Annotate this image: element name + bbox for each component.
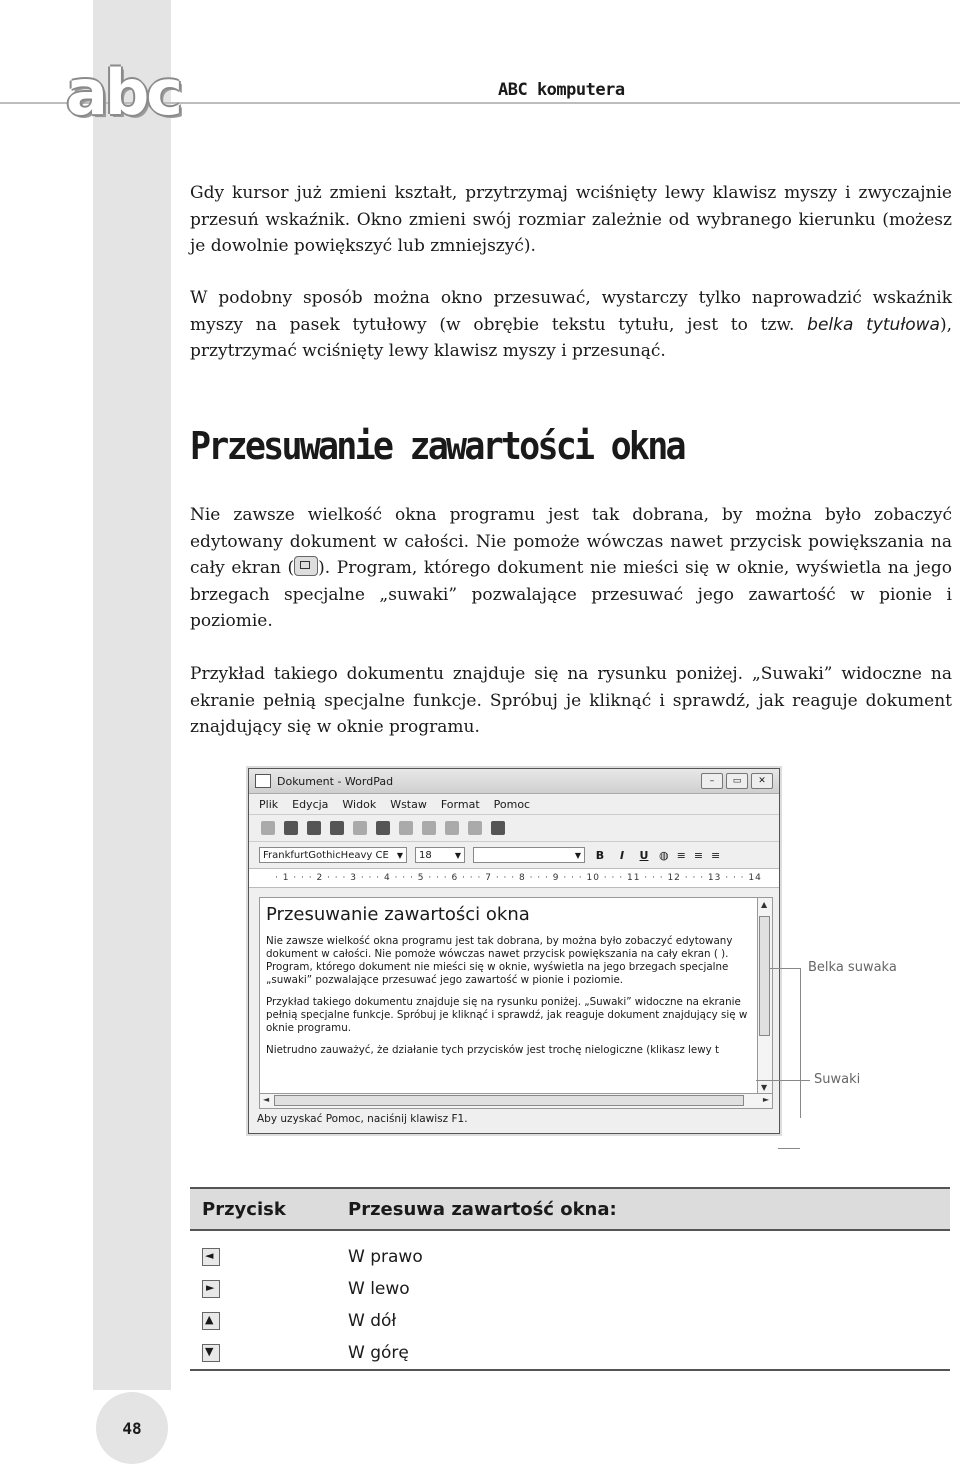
wordpad-icon [255,774,271,788]
italic-button[interactable]: I [619,848,625,862]
scroll-up-arrow-icon [202,1312,220,1330]
preview-icon[interactable] [353,821,367,835]
save-icon[interactable] [307,821,321,835]
horizontal-scroll-thumb[interactable] [274,1095,744,1106]
wordpad-window [248,768,780,1134]
underline-button[interactable]: U [639,848,649,862]
callout-line [770,968,800,969]
chevron-down-icon: ▼ [396,850,403,860]
minimize-icon[interactable]: – [701,773,723,789]
scroll-right-arrow-icon[interactable]: ► [762,1095,769,1104]
undo-icon[interactable] [468,821,482,835]
glyph: ► [206,1281,215,1294]
paragraph-3 [190,502,952,635]
scroll-left-arrow-icon[interactable]: ◄ [263,1095,270,1104]
table-header-row [190,1188,950,1230]
title-bar[interactable] [249,769,779,794]
paragraph-2 [190,285,952,365]
scroll-down-arrow-icon [202,1344,220,1362]
doc-paragraph: Przykład takiego dokumentu znajduje się na rysunku poniżej. „Suwaki” widoczne na ekranie pełnią specjalne funkcje. Spróbuj je kliknąć i sprawdź, jak reaguje dokument znajdujący się w oknie programu. [266,996,748,1034]
close-icon[interactable]: ✕ [751,773,773,789]
new-icon[interactable] [261,821,275,835]
align-left-icon[interactable]: ≡ [676,848,686,862]
cut-icon[interactable] [399,821,413,835]
menu-edycja[interactable]: Edycja [292,797,329,811]
toolbar [249,814,779,841]
text: Nie zawsze wielkość okna programu jest tak dobrana, by można było zobaczyć edytowany dokument w całości. Nie pomoże wówczas nawet przycisk powiększania na cały ekran ( [190,505,952,578]
table-row [190,1337,950,1370]
ruler: · 1 · · · 2 · · · 3 · · · 4 · · · 5 · · · 6 · · · 7 · · · 8 · · · 9 · · · 10 · · · 11 · · · 12 · · · 13 · · · 14 [249,868,779,888]
print-icon[interactable] [330,821,344,835]
callout-belka-suwaka: Belka suwaka [808,960,897,975]
size-select[interactable] [415,847,465,863]
doc-paragraph: Nietrudno zauważyć, że działanie tych przycisków jest trochę nielogiczne (klikasz lewy t [266,1044,720,1056]
open-icon[interactable] [284,821,298,835]
page-number: 48 [96,1392,168,1464]
text: ), przytrzymać wciśnięty lewy klawisz myszy i przesunąć. [190,314,952,361]
glyph: ▼ [205,1345,214,1358]
text: ). Program, którego dokument nie mieści się w oknie, wyświetla na jego brzegach specjalne „suwaki” pozwalające przesuwać jego zawartość w pionie i poziomie. [190,558,952,631]
callout-line [778,1148,800,1149]
table-cell: W górę [336,1337,950,1370]
table-cell [190,1230,336,1273]
table-row [190,1273,950,1305]
callout-line [800,1080,810,1081]
maximize-icon[interactable]: ▭ [726,773,748,789]
doc-heading: Przesuwanie zawartości okna [266,904,530,925]
table-cell: W dół [348,1311,397,1331]
table-cell [190,1305,336,1337]
menu-bar [249,794,779,814]
table-row [190,1230,950,1273]
menu-plik[interactable]: Plik [259,797,279,811]
color-icon[interactable]: ◍ [659,848,669,862]
scroll-right-arrow-icon [202,1280,220,1298]
table-cell [190,1273,336,1305]
table-row [190,1305,950,1337]
bold-button[interactable]: B [595,848,605,862]
table-cell: W prawo [348,1247,423,1267]
vertical-scroll-thumb[interactable] [759,916,770,1036]
glyph: ▲ [205,1313,214,1326]
callout-suwaki: Suwaki [814,1072,861,1087]
table-cell [190,1337,336,1370]
horizontal-scrollbar[interactable] [259,1093,773,1109]
align-right-icon[interactable]: ≡ [711,848,721,862]
paragraph-1: Gdy kursor już zmieni kształt, przytrzymaj wciśnięty lewy klawisz myszy i zwyczajnie przesuń wskaźnik. Okno zmieni swój rozmiar zależnie od wybranego kierunku (możesz je dowolnie powiększyć lub zmniejszyć). [190,183,952,256]
callout-line [756,1080,800,1081]
status-bar: Aby uzyskać Pomoc, naciśnij klawisz F1. [257,1113,468,1125]
glyph: ◄ [205,1249,214,1262]
paragraph-4: Przykład takiego dokumentu znajduje się na rysunku poniżej. „Suwaki” widoczne na ekranie pełnią specjalne funkcje. Spróbuj je kliknąć i sprawdź, jak reaguje dokument znajdujący się w oknie programu. [190,664,952,737]
col-przycisk: Przycisk [190,1188,336,1230]
maximize-icon [294,556,318,576]
paste-icon[interactable] [445,821,459,835]
callout-line [800,968,801,1118]
col-przesuwa: Przesuwa zawartość okna: [336,1188,950,1230]
scroll-buttons-table [190,1187,950,1371]
find-icon[interactable] [376,821,390,835]
chevron-down-icon: ▼ [454,850,461,860]
doc-paragraph: Nie zawsze wielkość okna programu jest tak dobrana, by można było zobaczyć edytowany dokument w całości. Nie pomoże wówczas nawet przycisk powiększania na cały ekran ( ). Program, którego dokument nie mieści się w oknie, wyświetla na jego brzegach specjalne „suwaki” pozwalające przesuwać jego zawartość w pionie i poziomie. [266,935,733,986]
script-select[interactable] [473,847,585,863]
vertical-scrollbar[interactable] [757,897,773,1095]
document-area[interactable] [259,897,759,1095]
font-select[interactable] [259,847,407,863]
menu-wstaw[interactable]: Wstaw [390,797,427,811]
menu-pomoc[interactable]: Pomoc [493,797,531,811]
section-heading: Przesuwanie zawartości okna [190,424,684,468]
text: W podobny sposób można okno przesuwać, wystarczy tylko naprowadzić wskaźnik myszy na pasek tytułowy (w obrębie tekstu tytułu, jest to tzw. [190,288,952,335]
book-title: ABC komputera [498,80,625,100]
sidebar-band [93,0,171,1390]
term-belka: belka tytułowa [807,314,940,335]
size-value: 18 [419,849,432,861]
align-center-icon[interactable]: ≡ [693,848,704,862]
datetime-icon[interactable] [491,821,505,835]
menu-widok[interactable]: Widok [342,797,377,811]
scroll-left-arrow-icon [202,1248,220,1266]
menu-format[interactable]: Format [440,797,480,811]
chevron-down-icon: ▼ [574,850,581,860]
font-value: FrankfurtGothicHeavy CE [263,849,389,861]
format-bar [249,841,779,868]
copy-icon[interactable] [422,821,436,835]
scroll-down-arrow-icon[interactable]: ▼ [761,1083,768,1092]
abc-logo: abc [66,56,180,129]
window-title: Dokument - WordPad [277,774,394,788]
table-cell: W lewo [348,1279,410,1299]
scroll-up-arrow-icon[interactable]: ▲ [761,900,768,909]
